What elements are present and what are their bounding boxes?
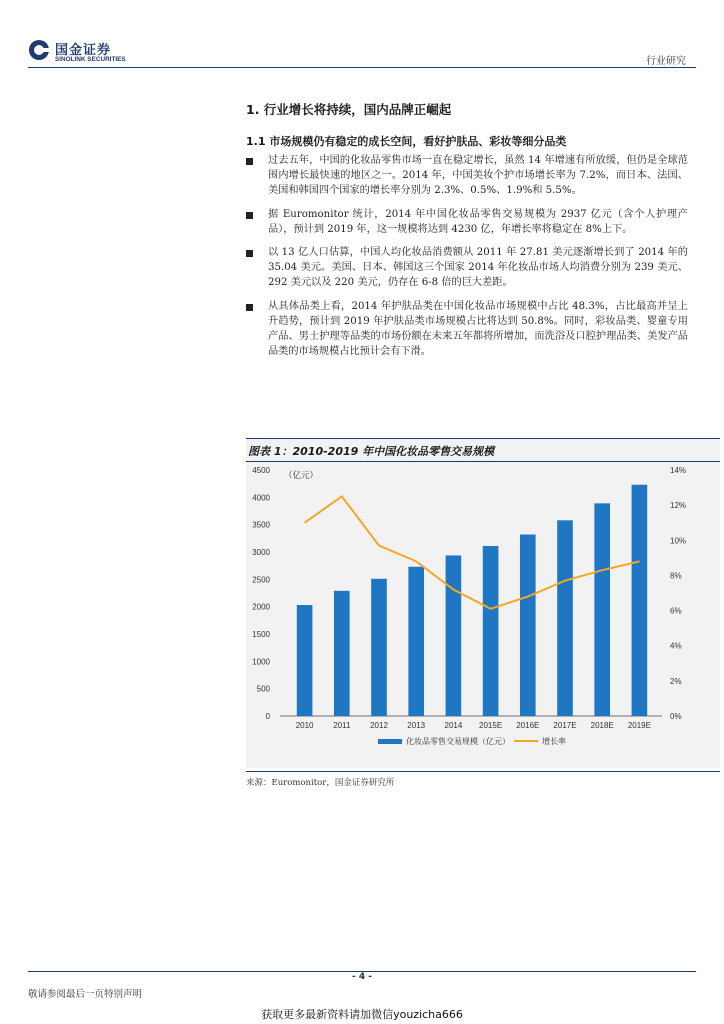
bullet-text: 以 13 亿人口估算，中国人均化妆品消费额从 2011 年 27.81 美元逐渐增长到了 2014 年的 35.04 美元。美国、日本、韩国这三个国家 2014 年化妆品市场人均消费分别为 239 美元、292 美元以及 220 美元，仍存在 6-8 倍的巨大差距。	[268, 247, 688, 289]
chart-source: 来源：Euromonitor，国金证券研究所	[246, 778, 395, 788]
legend-line-label: 增长率	[542, 737, 566, 746]
x-tick-label: 2010	[295, 721, 314, 730]
header-divider	[28, 67, 696, 68]
bullet-square-icon	[246, 212, 253, 219]
y-left-tick-label: 500	[256, 684, 270, 694]
bar	[483, 546, 499, 716]
y-left-tick-label: 1500	[252, 630, 270, 639]
y-left-tick-label: 4000	[252, 493, 270, 503]
y-left-tick-label: 2000	[252, 602, 270, 612]
x-tick-label: 2016E	[516, 721, 540, 730]
bar	[297, 605, 313, 716]
subsection-heading: 1.1 市场规模仍有稳定的成长空间，看好护肤品、彩妆等细分品类	[246, 135, 567, 148]
chart-divider	[246, 771, 720, 772]
bar	[632, 485, 648, 716]
y-right-tick-label: 6%	[670, 606, 682, 616]
section-heading: 1. 行业增长将持续，国内品牌正崛起	[246, 102, 452, 117]
y-right-tick-label: 0%	[670, 712, 682, 721]
y-right-tick-label: 2%	[670, 676, 682, 686]
logo-cn-text: 国金证券	[55, 43, 112, 58]
company-logo	[28, 38, 138, 66]
bar	[594, 503, 610, 716]
y-left-tick-label: 2500	[252, 575, 270, 585]
bar	[446, 555, 462, 716]
x-tick-label: 2019E	[627, 721, 651, 730]
y-left-tick-label: 3500	[252, 520, 270, 530]
chart-svg	[246, 462, 720, 768]
bar	[408, 567, 424, 716]
watermark-text: 获取更多最新资料请加微信youzicha666	[261, 1008, 463, 1021]
y-left-tick-label: 1000	[252, 657, 270, 667]
bar	[557, 520, 573, 716]
disclaimer-text: 敬请参阅最后一页特别声明	[28, 989, 143, 1000]
bullet-text: 从具体品类上看，2014 年护肤品类在中国化妆品市场规模中占比 48.3%，占比最高并呈上升趋势，预计到 2019 年护肤品类市场规模占比将达到 50.8%。同时，彩妆品类、婴童专用产品、男士护理等品类的市场份额在未来五年都将所增加，而洗浴及口腔护理品类、美发产品品类的市场规模占比预计会有下滑。	[268, 300, 688, 358]
x-tick-label: 2011	[333, 721, 351, 730]
bullet-square-icon	[246, 250, 253, 257]
page-header	[28, 38, 696, 68]
bullet-item	[246, 207, 688, 237]
bullet-item	[246, 153, 688, 199]
chart-title-bar	[246, 438, 720, 462]
y-right-tick-label: 8%	[670, 571, 682, 581]
y-left-tick-label: 0	[265, 712, 270, 721]
legend-bar-swatch	[378, 739, 402, 744]
bullet-text: 据 Euromonitor 统计，2014 年中国化妆品零售交易规模为 2937 亿元（含个人护理产品），预计到 2019 年，这一规模将达到 4230 亿，年增长率将稳定在 8%上下。	[268, 208, 688, 235]
x-tick-label: 2017E	[553, 721, 577, 730]
bullet-item	[246, 299, 688, 360]
y-right-tick-label: 14%	[670, 466, 687, 475]
chart-title: 图表 1：2010-2019 年中国化妆品零售交易规模	[248, 445, 495, 458]
x-tick-label: 2013	[407, 721, 426, 730]
y-left-tick-label: 4500	[252, 466, 270, 475]
x-tick-label: 2012	[370, 721, 388, 730]
bar	[520, 535, 536, 716]
logo-mark-icon	[28, 39, 50, 61]
logo-en-text: SINOLINK SECURITIES	[55, 56, 126, 63]
bullet-square-icon	[246, 158, 253, 165]
y-left-tick-label: 3000	[252, 548, 270, 557]
x-tick-label: 2015E	[479, 721, 503, 730]
y-right-tick-label: 10%	[670, 536, 687, 546]
report-category: 行业研究	[646, 56, 686, 67]
bullet-text: 过去五年，中国的化妆品零售市场一直在稳定增长，虽然 14 年增速有所放缓，但仍是全球范围内增长最快速的地区之一。2014 年，中国美妆个护市场增长率为 7.2%，而日本、法国、美国和韩国四个国家的增长率分别为 2.3%、0.5%、1.9%和 5.5%。	[268, 155, 688, 197]
y-right-tick-label: 4%	[670, 641, 682, 651]
bullet-item	[246, 245, 688, 291]
bullet-square-icon	[246, 304, 253, 311]
y-left-unit-label: （亿元）	[284, 470, 319, 480]
y-right-tick-label: 12%	[670, 501, 687, 511]
x-tick-label: 2018E	[590, 721, 614, 730]
bar	[371, 579, 387, 716]
bullet-list	[246, 153, 688, 367]
x-tick-label: 2014	[444, 721, 463, 730]
chart-container	[246, 462, 720, 768]
bar	[334, 591, 350, 716]
page-number: - 4 -	[352, 972, 372, 982]
legend-bar-label: 化妆品零售交易规模（亿元）	[406, 737, 510, 746]
